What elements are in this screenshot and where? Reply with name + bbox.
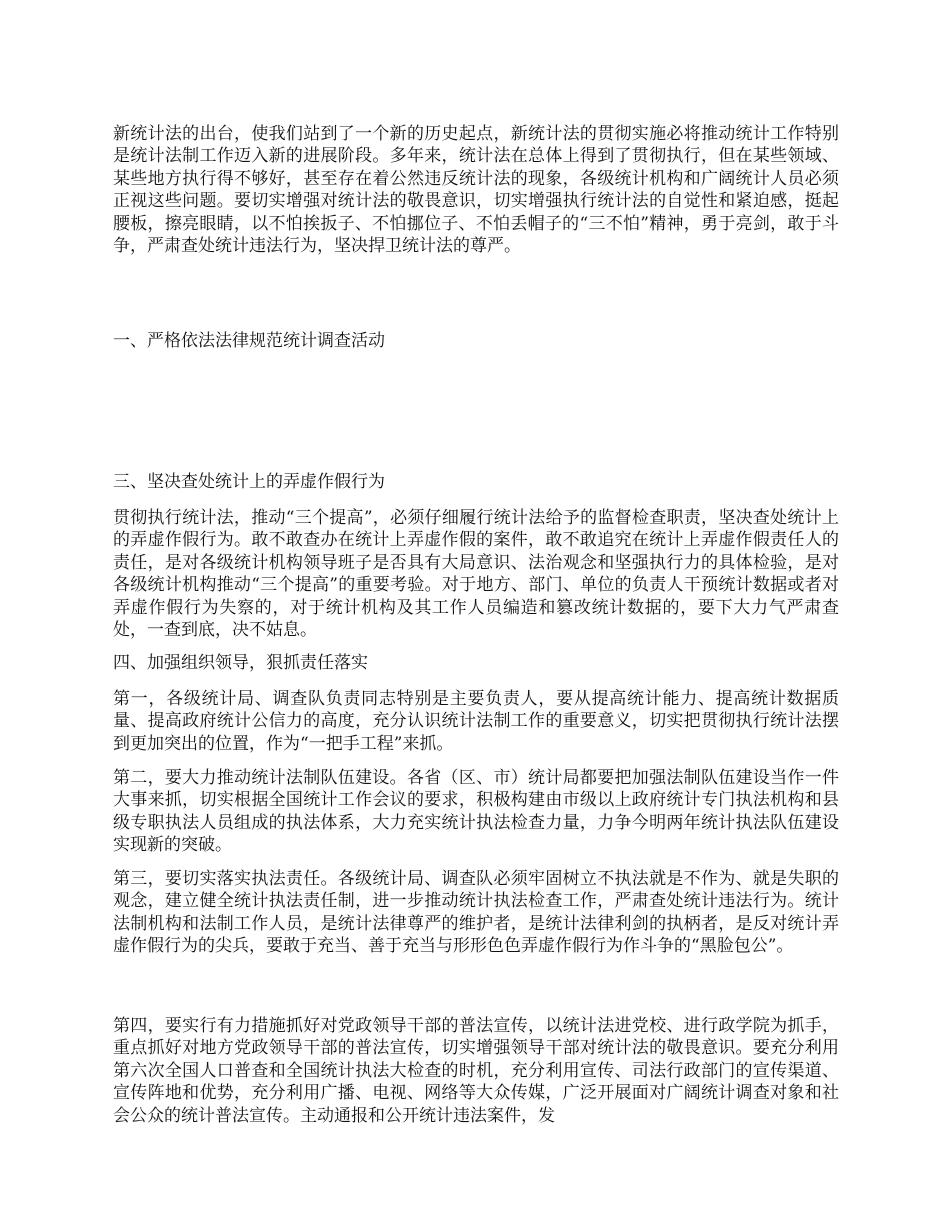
paragraph-fourth: 第四，要实行有力措施抓好对党政领导干部的普法宣传，以统计法进党校、进行政学院为抓手，重点抓好对地方党政领导干部的普法宣传，切实增强领导干部对统计法的敬畏意识。要充分利用第六次全国人口普查和全国统计执法大检查的时机，充分利用宣传、司法行政部门的宣传渠道、宣传阵地和优势，充分利用广播、电视、网络等大众传媒，广泛开展面对广阔统计调查对象和社会公众的统计普法宣传。主动通报和公开统计违法案件，发 (113, 1016, 839, 1126)
intro-paragraph: 新统计法的出台，使我们站到了一个新的历史起点，新统计法的贯彻实施必将推动统计工作特别是统计法制工作迈入新的进展阶段。多年来，统计法在总体上得到了贯彻执行，但在某些领域、某些地方执行得不够好，甚至存在着公然违反统计法的现象，各级统计机构和广阔统计人员必须正视这些问题。要切实增强对统计法的敬畏意识，切实增强执行统计法的自觉性和紧迫感，挺起腰板，擦亮眼睛，以不怕挨扳子、不怕挪位子、不怕丢帽子的“三不怕”精神，勇于亮剑，敢于斗争，严肃查处统计违法行为，坚决捍卫统计法的尊严。 (113, 124, 839, 257)
section-heading-3: 三、坚决查处统计上的弄虚作假行为 (113, 472, 385, 492)
section-heading-1: 一、严格依法法律规范统计调查活动 (113, 331, 385, 351)
section-3-paragraph: 贯彻执行统计法，推动“三个提高”，必须仔细履行统计法给予的监督检查职责，坚决查处统计上的弄虚作假行为。敢不敢查办在统计上弄虚作假的案件，敢不敢追究在统计上弄虚作假责任人的责任，是对各级统计机构领导班子是否具有大局意识、法治观念和坚强执行力的具体检验，是对各级统计机构推动“三个提高”的重要考验。对于地方、部门、单位的负责人干预统计数据或者对弄虚作假行为失察的，对于统计机构及其工作人员编造和篡改统计数据的，要下大力气严肃查处，一查到底，决不姑息。 (113, 508, 839, 641)
paragraph-first: 第一，各级统计局、调查队负责同志特别是主要负责人，要从提高统计能力、提高统计数据质量、提高政府统计公信力的高度，充分认识统计法制工作的重要意义，切实把贯彻执行统计法摆到更加突出的位置，作为“一把手工程”来抓。 (113, 689, 839, 754)
paragraph-second: 第二，要大力推动统计法制队伍建设。各省（区、市）统计局都要把加强法制队伍建设当作一件大事来抓，切实根据全国统计工作会议的要求，积极构建由市级以上政府统计专门执法机构和县级专职执法人员组成的执法体系，大力充实统计执法检查力量，力争今明两年统计执法队伍建设实现新的突破。 (113, 768, 839, 856)
paragraph-third: 第三，要切实落实执法责任。各级统计局、调查队必须牢固树立不执法就是不作为、就是失职的观念，建立健全统计执法责任制，进一步推动统计执法检查工作，严肃查处统计违法行为。统计法制机构和法制工作人员，是统计法律尊严的维护者，是统计法律利剑的执柄者，是反对统计弄虚作假行为的尖兵，要敢于充当、善于充当与形形色色弄虚作假行为作斗争的“黑脸包公”。 (113, 869, 839, 957)
section-heading-4: 四、加强组织领导，狠抓责任落实 (113, 653, 368, 673)
